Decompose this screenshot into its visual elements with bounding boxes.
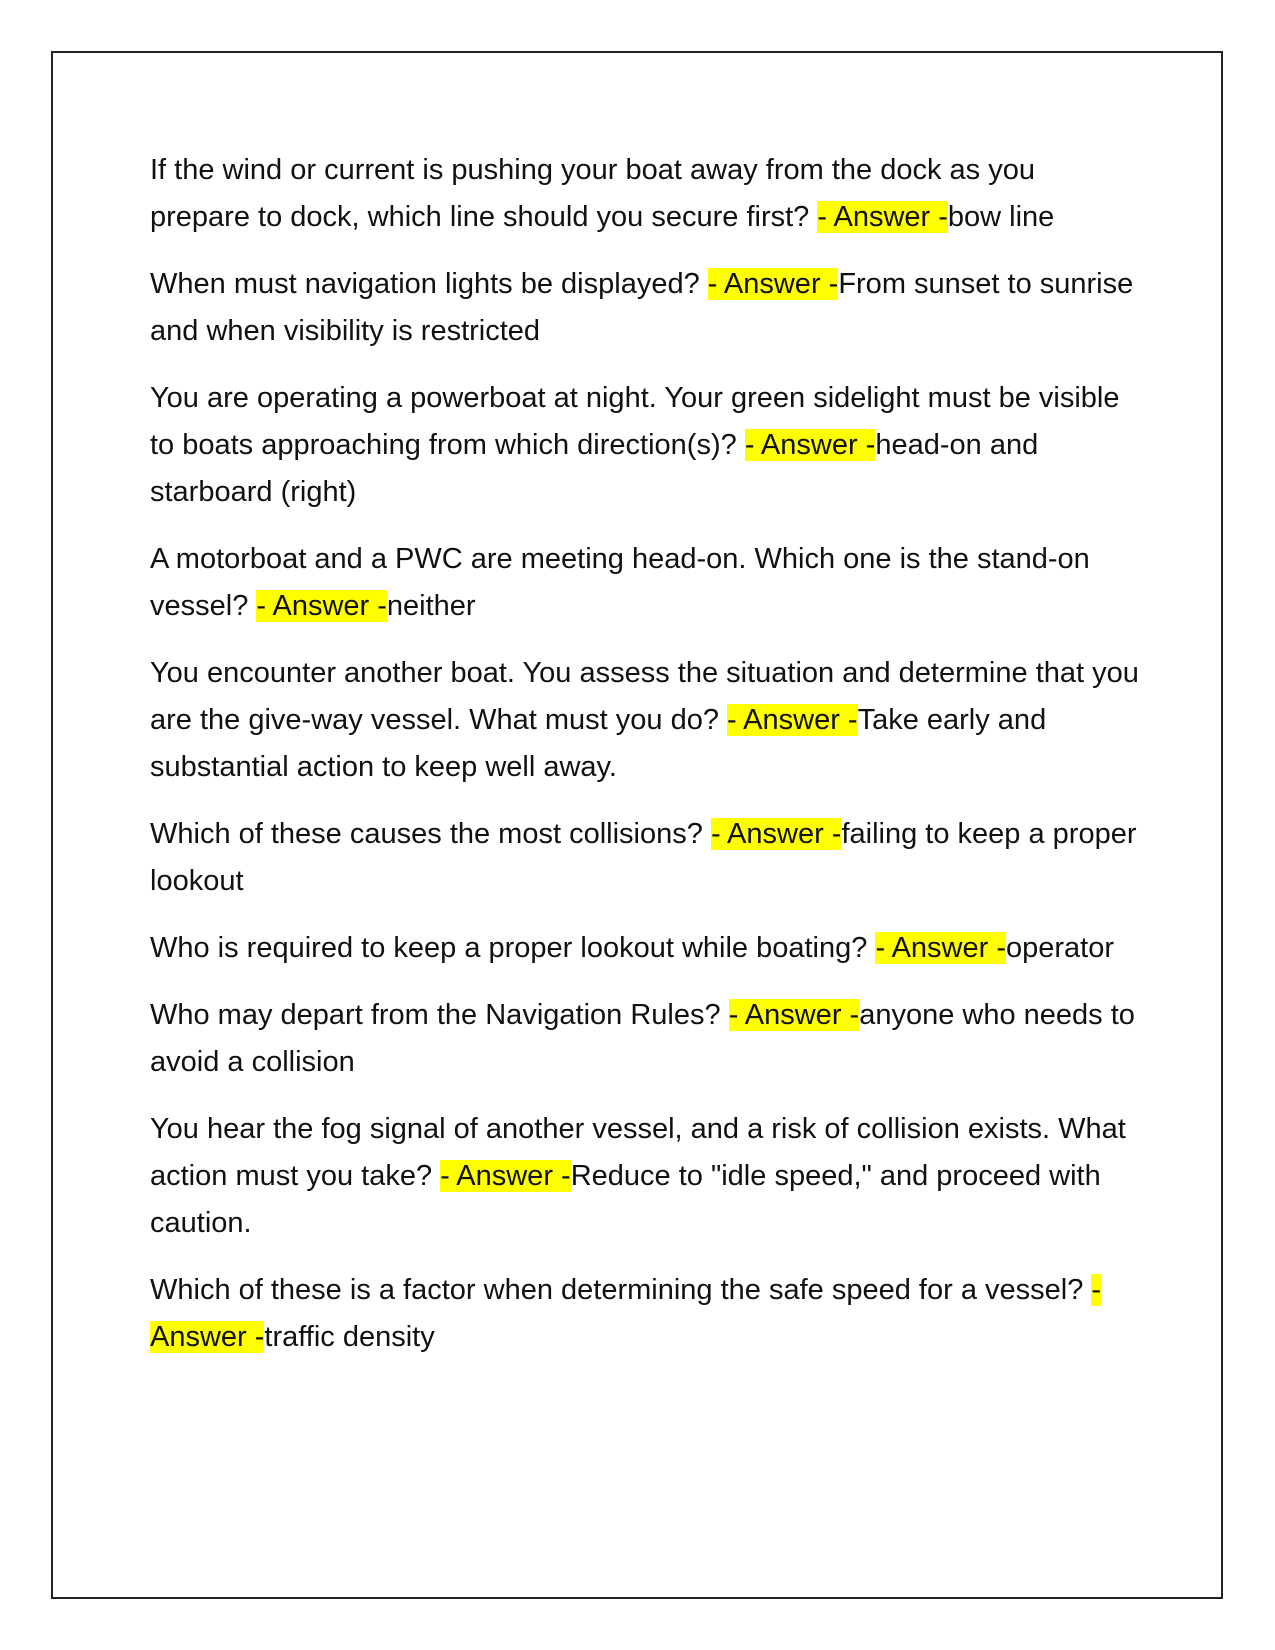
question-text: You encounter another boat. You assess the situation and determine that you are the give-way vessel. What must you do? bbox=[150, 657, 1139, 736]
answer-marker: - Answer - bbox=[710, 818, 842, 850]
qa-item-6 bbox=[150, 811, 1140, 905]
qa-item-9 bbox=[150, 1106, 1140, 1247]
question-text: Which of these is a factor when determining the safe speed for a vessel? bbox=[150, 1274, 1092, 1306]
answer-text: Take early and substantial action to keep well away. bbox=[150, 704, 1047, 783]
qa-item-2 bbox=[150, 261, 1140, 355]
qa-item-4 bbox=[150, 536, 1140, 630]
qa-item-1 bbox=[150, 147, 1140, 241]
question-text: You hear the fog signal of another vessel, and a risk of collision exists. What action must you take? bbox=[150, 1113, 1126, 1192]
qa-item-8 bbox=[150, 992, 1140, 1086]
answer-text: bow line bbox=[947, 201, 1055, 233]
answer-text: traffic density bbox=[264, 1321, 435, 1353]
qa-item-7 bbox=[150, 925, 1140, 972]
answer-text: neither bbox=[386, 590, 476, 622]
question-text: When must navigation lights be displayed? bbox=[150, 268, 708, 300]
question-text: If the wind or current is pushing your boat away from the dock as you prepare to dock, which line should you secure first? bbox=[150, 154, 1035, 233]
answer-text: failing to keep a proper lookout bbox=[150, 818, 1137, 897]
answer-marker: - Answer - bbox=[817, 201, 948, 233]
answer-text: head-on and starboard (right) bbox=[150, 429, 1039, 508]
question-text: Which of these causes the most collisions? bbox=[150, 818, 711, 850]
qa-item-3 bbox=[150, 375, 1140, 516]
answer-marker: - Answer - bbox=[727, 704, 858, 736]
question-text: Who is required to keep a proper lookout while boating? bbox=[150, 932, 876, 964]
question-text: You are operating a powerboat at night. Your green sidelight must be visible to boats approaching from which direction(s)? bbox=[150, 382, 1120, 461]
answer-marker: - Answer - bbox=[707, 268, 839, 300]
answer-text: anyone who needs to avoid a collision bbox=[150, 999, 1135, 1078]
answer-text: From sunset to sunrise and when visibility is restricted bbox=[150, 268, 1134, 347]
answer-marker: - Answer - bbox=[744, 429, 876, 461]
answer-marker: - Answer - bbox=[150, 1274, 1102, 1353]
qa-item-10 bbox=[150, 1267, 1140, 1361]
answer-marker: - Answer - bbox=[875, 932, 1006, 964]
question-text: Who may depart from the Navigation Rules? bbox=[150, 999, 729, 1031]
answer-marker: - Answer - bbox=[440, 1160, 571, 1192]
answer-marker: - Answer - bbox=[256, 590, 387, 622]
answer-text: operator bbox=[1005, 932, 1114, 964]
qa-list bbox=[150, 147, 1140, 1381]
question-text: A motorboat and a PWC are meeting head-on. Which one is the stand-on vessel? bbox=[150, 543, 1090, 622]
qa-item-5 bbox=[150, 650, 1140, 791]
answer-marker: - Answer - bbox=[728, 999, 860, 1031]
answer-text: Reduce to "idle speed," and proceed with caution. bbox=[150, 1160, 1101, 1239]
